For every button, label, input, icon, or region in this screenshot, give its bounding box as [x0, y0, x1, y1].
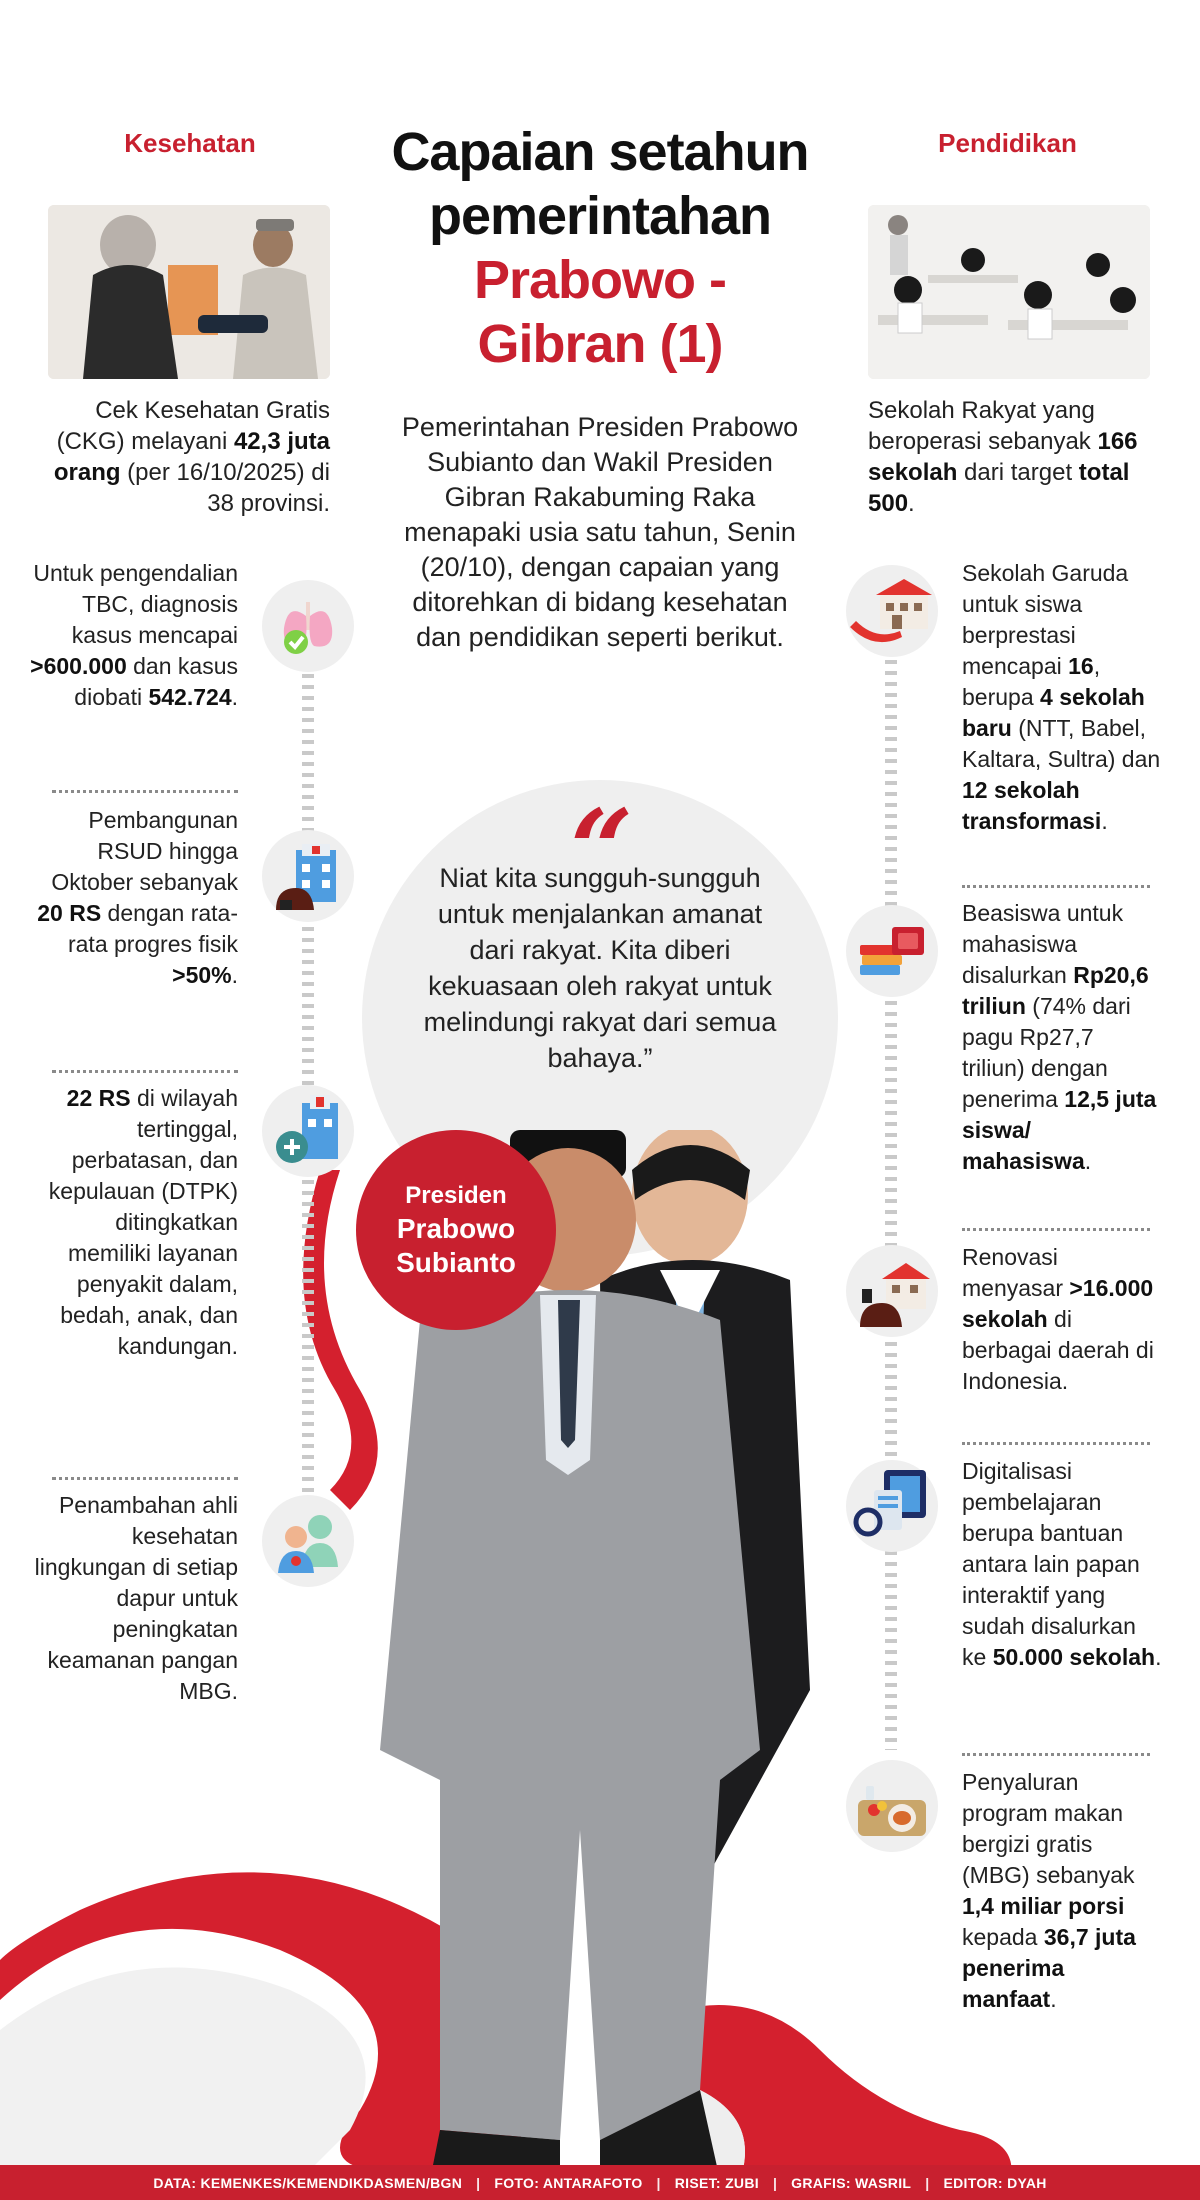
badge-line-1: Presiden	[405, 1182, 507, 1209]
interactive-board-icon	[846, 1460, 938, 1552]
credit-foto: FOTO: ANTARAFOTO	[494, 2174, 643, 2191]
quote-text: Niat kita sungguh-sungguh untuk menjalankan amanat dari rakyat. Kita diberi kekuasaan oleh rakyat untuk melindungi rakyat dari semua bahaya.”	[423, 863, 777, 1073]
pendidikan-lead: Sekolah Rakyat yang beroperasi sebanyak 166 sekolah dari target total 500.	[868, 397, 1138, 517]
credits-footer	[0, 2165, 1200, 2200]
badge-line-3: Subianto	[396, 1247, 516, 1278]
pendidikan-item-renovasi: Renovasi menyasar >16.000 sekolah di berbagai daerah di Indonesia.	[962, 1244, 1154, 1394]
quote-mark-icon: “	[570, 785, 634, 914]
books-icon	[846, 905, 938, 997]
kesehatan-lead: Cek Kesehatan Gratis (CKG) melayani 42,3 juta orang (per 16/10/2025) di 38 provinsi.	[53, 397, 330, 517]
pendidikan-item-garuda: Sekolah Garuda untuk siswa berprestasi mencapai 16, berupa 4 sekolah baru (NTT, Babel, Kaltara, Sultra) dan 12 sekolah transformasi.	[962, 560, 1161, 834]
hospital-building-icon	[262, 830, 354, 922]
president-badge	[356, 1130, 556, 1330]
pendidikan-divider	[962, 1442, 1150, 1445]
pendidikan-divider	[962, 1228, 1150, 1231]
pendidikan-heading: Pendidikan	[938, 128, 1077, 158]
kesehatan-timeline	[302, 630, 314, 1510]
kesehatan-divider	[52, 1477, 238, 1480]
school-building-icon	[846, 565, 938, 657]
kesehatan-item-ahli: Penambahan ahli kesehatan lingkungan di setiap dapur untuk peningkatan keamanan pangan MBG.	[34, 1492, 238, 1704]
credit-separator: |	[925, 2174, 930, 2191]
health-experts-icon	[262, 1495, 354, 1587]
pendidikan-timeline	[885, 660, 897, 1750]
kesehatan-divider	[52, 790, 238, 793]
kesehatan-heading: Kesehatan	[124, 128, 256, 158]
title-line-1: Capaian setahun	[391, 122, 809, 182]
pendidikan-item-beasiswa: Beasiswa untuk mahasiswa disalurkan Rp20,6 triliun (74% dari pagu Rp27,7 triliun) dengan penerima 12,5 juta siswa/ mahasiswa.	[962, 900, 1157, 1174]
title-line-4: Gibran (1)	[477, 314, 723, 374]
kesehatan-item-rsud: Pembangunan RSUD hingga Oktober sebanyak 20 RS dengan rata-rata progres fisik >50%.	[37, 807, 238, 988]
intro-paragraph: Pemerintahan Presiden Prabowo Subianto dan Wakil Presiden Gibran Rakabuming Raka menapaki usia satu tahun, Senin (20/10), dengan capaian yang ditorehkan di bidang kesehatan dan pendidikan seperti berikut.	[401, 412, 799, 652]
credit-editor: EDITOR: DYAH	[943, 2174, 1047, 2191]
pendidikan-item-mbg: Penyaluran program makan bergizi gratis (MBG) sebanyak 1,4 miliar porsi kepada 36,7 juta penerima manfaat.	[962, 1769, 1136, 2012]
credit-separator: |	[772, 2174, 778, 2191]
meal-tray-icon	[846, 1760, 938, 1852]
ribbon-white	[0, 1968, 366, 2181]
credit-riset: RISET: ZUBI	[674, 2174, 759, 2191]
classroom-photo	[868, 205, 1150, 379]
kesehatan-item-dtpk: 22 RS di wilayah tertinggal, perbatasan, dan kepulauan (DTPK) ditingkatkan memiliki layanan penyakit dalam, bedah, anak, dan kandungan.	[48, 1085, 238, 1359]
title-line-3: Prabowo -	[473, 250, 726, 310]
kesehatan-divider	[52, 1070, 238, 1073]
hospital-plus-icon	[262, 1085, 354, 1177]
credit-data: DATA: KEMENKES/KEMENDIKDASMEN/BGN	[153, 2174, 463, 2191]
badge-line-2: Prabowo	[396, 1213, 516, 1244]
pendidikan-divider	[962, 885, 1150, 888]
kesehatan-item-tbc: Untuk pengendalian TBC, diagnosis kasus mencapai >600.000 dan kasus diobati 542.724.	[30, 560, 238, 710]
school-renovation-icon	[846, 1245, 938, 1337]
pendidikan-divider	[962, 1753, 1150, 1756]
title-line-2: pemerintahan	[428, 186, 772, 246]
health-check-photo	[48, 205, 330, 379]
pendidikan-item-digitalisasi: Digitalisasi pembelajaran berupa bantuan antara lain papan interaktif yang sudah disalurkan ke 50.000 sekolah.	[962, 1458, 1162, 1670]
lungs-icon	[262, 580, 354, 672]
page-title	[345, 120, 855, 376]
credit-separator: |	[656, 2174, 661, 2191]
credit-separator: |	[476, 2174, 481, 2191]
credit-grafis: GRAFIS: WASRIL	[791, 2174, 912, 2191]
